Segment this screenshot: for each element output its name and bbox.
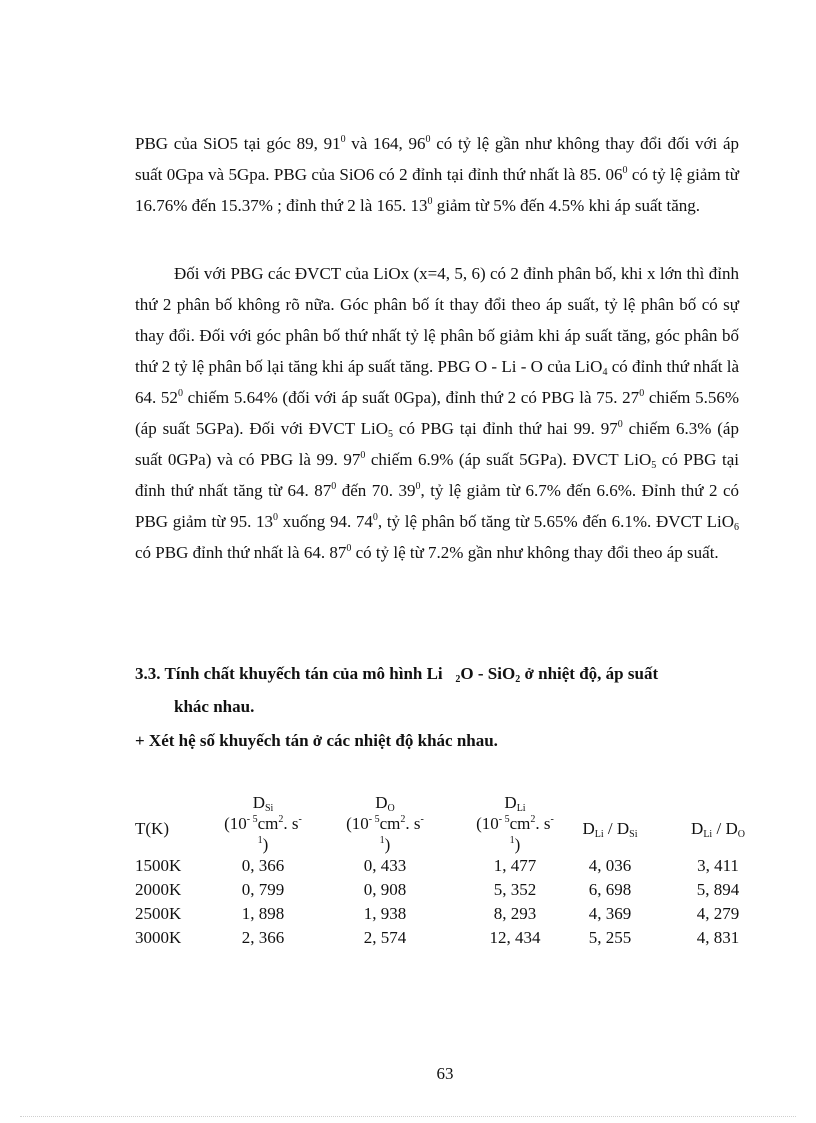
section-heading: 3.3. Tính chất khuyếch tán của mô hình Li $_2$O - SiO$_2$ ở nhiệt độ, áp suất [135,664,659,685]
ratio-li-si-cell: 6, 698 [588,880,632,899]
header-d-si: $D_{Si}$ ($10^{- 5}cm^2$. s- $^1$) [224,793,302,854]
paragraph-sio-angles: PBG của SiO5 tại góc 89, $91^0$ và 164, $96^0$ có tỷ lệ gần như không thay đổi đối với áp suất 0Gpa và 5Gpa. PBG của SiO6 có 2 đỉnh tại đỉnh thứ nhất là 85. $06^0$ có tỷ lệ giảm từ 16.76% đến 15.37% ; đỉnh thứ 2 là 165. $13^0$ giảm từ 5% đến 4.5% khi áp suất tăng. [135,134,739,215]
page-number: 63 [436,1064,454,1083]
d-li-cell: 1, 477 [493,856,537,875]
table-row [135,904,740,928]
ratio-li-o-cell: 4, 831 [696,928,740,947]
subsection-heading: + Xét hệ số khuyếch tán ở các nhiệt độ khác nhau. [135,731,498,750]
d-si-cell: 0, 799 [241,880,285,899]
d-o-cell: 1, 938 [363,904,407,923]
temperature-cell: 2000K [135,880,182,899]
header-ratio-li-o: $D_{Li} / D_O$ [691,819,745,840]
section-heading-continued: khác nhau. [174,697,255,716]
temperature-cell: 2500K [135,904,182,923]
d-si-cell: 0, 366 [241,856,285,875]
d-li-cell: 12, 434 [489,928,541,947]
temperature-cell: 1500K [135,856,182,875]
d-li-cell: 5, 352 [493,880,537,899]
temperature-cell: 3000K [135,928,182,947]
d-o-cell: 0, 908 [363,880,407,899]
d-si-cell: 2, 366 [241,928,285,947]
ratio-li-si-cell: 4, 036 [588,856,632,875]
header-d-o: $D_O$ ($10^{- 5}cm^2$. s- $^1$) [346,793,424,854]
d-o-cell: 0, 433 [363,856,407,875]
table-row [135,856,739,880]
page-bottom-divider [20,1116,796,1117]
ratio-li-o-cell: 5, 894 [696,880,740,899]
d-li-cell: 8, 293 [493,904,537,923]
d-si-cell: 1, 898 [241,904,285,923]
header-temperature: T(K) [135,819,169,838]
ratio-li-si-cell: 5, 255 [588,928,632,947]
header-ratio-li-si: $D_{Li} / D_{Si}$ [582,819,638,840]
ratio-li-si-cell: 4, 369 [588,904,632,923]
ratio-li-o-cell: 4, 279 [696,904,740,923]
d-o-cell: 2, 574 [363,928,407,947]
ratio-li-o-cell: 3, 411 [697,856,739,875]
table-row [135,880,740,904]
table-row [135,928,740,952]
paragraph-liox-angles: Đối với PBG các ĐVCT của LiOx (x=4, 5, 6) có 2 đỉnh phân bố, khi x lớn thì đỉnh thứ 2 phân bố không rõ nữa. Góc phân bố ít thay đổi theo áp suất, tỷ lệ phân bố có sự thay đổi. Đối với góc phân bố thứ nhất tỷ lệ phân bố giảm khi áp suất tăng, góc phân bố thứ 2 tỷ lệ phân bố lại tăng khi áp suất tăng. PBG O - Li - O của LiO$_4$ có đỉnh thứ nhất là 64. $52^0$ chiếm 5.64% (đối với áp suất 0Gpa), đỉnh thứ 2 có PBG là 75. $27^0$ chiếm 5.56% (áp suất 5GPa). Đối với ĐVCT LiO$_5$ có PBG tại đỉnh thứ hai 99. $97^0$ chiếm 6.3% (áp suất 0GPa) và có PBG là 99. $97^0$ chiếm 6.9% (áp suất 5GPa). ĐVCT LiO$_5$ có PBG tại đỉnh thứ nhất tăng từ 64. $87^0$ đến 70. $39^0$, tỷ lệ giảm từ 6.7% đến 6.6%. Đỉnh thứ 2 có PBG giảm từ 95. $13^0$ xuống 94. $74^0$, tỷ lệ phân bố tăng từ 5.65% đến 6.1%. ĐVCT LiO$_6$ có PBG đỉnh thứ nhất là 64. $87^0$ có tỷ lệ từ 7.2% gần như không thay đổi theo áp suất. [135,264,740,562]
header-d-li: $D_{Li}$ ($10^{- 5}cm^2$. s- $^1$) [476,793,554,854]
